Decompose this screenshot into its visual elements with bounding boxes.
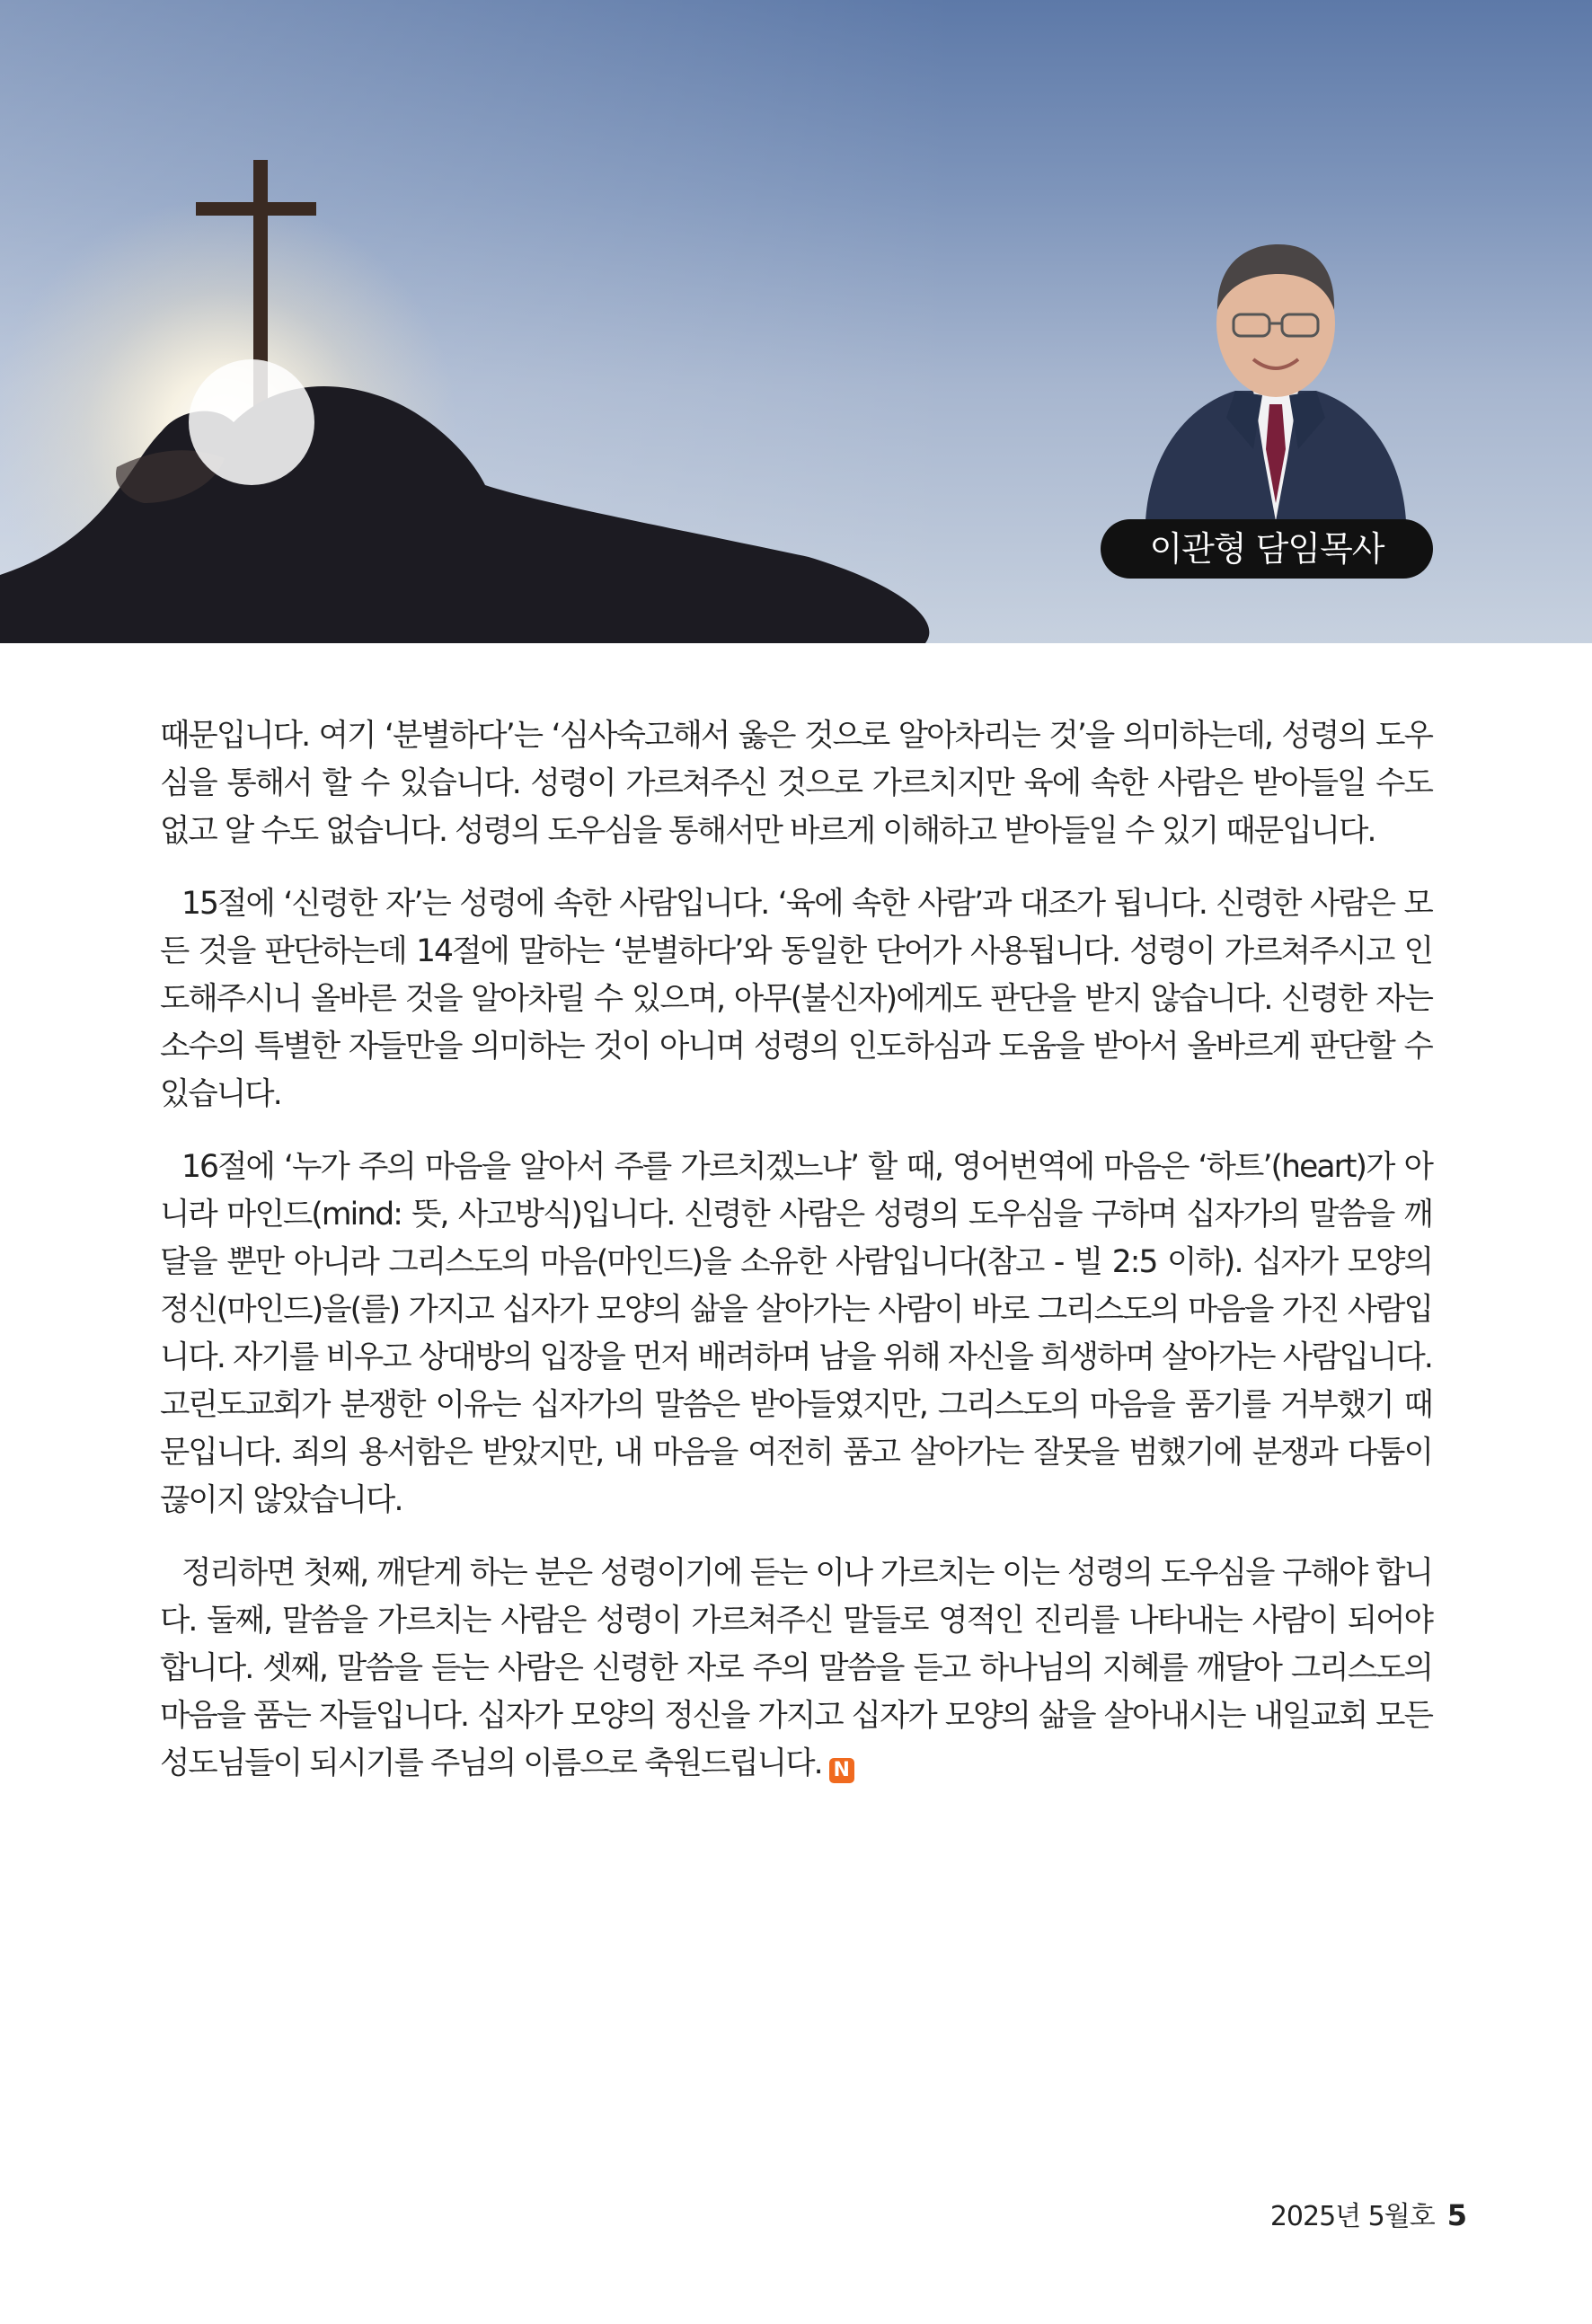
article-paragraph: 15절에 ‘신령한 자’는 성령에 속한 사람입니다. ‘육에 속한 사람’과 대조가 됩니다. 신령한 사람은 모든 것을 판단하는데 14절에 말하는 ‘분별하다’와 동일한 단어가 사용됩니다. 성령이 가르쳐주시고 인도해주시니 올바른 것을 알아차릴 수 있으며, 아무(불신자)에게도 판단을 받지 않습니다. 신령한 자는 소수의 특별한 자들만을 의미하는 것이 아니며 성령의 인도하심과 도움을 받아서 올바르게 판단할 수 있습니다. [160,886,1432,1112]
pastor-name-badge: 이관형 담임목사 [1101,519,1433,579]
pastor-portrait [1128,225,1424,521]
page-number: 5 [1446,2198,1466,2232]
page-footer [1270,2194,1466,2233]
article-paragraph [160,1550,1432,1788]
hero-banner [0,0,1592,643]
article-paragraph: 16절에 ‘누가 주의 마음을 알아서 주를 가르치겠느냐’ 할 때, 영어번역에 마음은 ‘하트’(heart)가 아니라 마인드(mind: 뜻, 사고방식)입니다. 신령한 사람은 성령의 도우심을 구하며 십자가의 말씀을 깨달을 뿐만 아니라 그리스도의 마음(마인드)을 소유한 사람입니다(참고 - 빌 2:5 이하). 십자가 모양의 정신(마인드)을(를) 가지고 십자가 모양의 삶을 살아가는 사람이 바로 그리스도의 마음을 가진 사람입니다. 자기를 비우고 상대방의 입장을 먼저 배려하며 남을 위해 자신을 희생하며 살아가는 사람입니다. 고린도교회가 분쟁한 이유는 십자가의 말씀은 받아들였지만, 그리스도의 마음을 품기를 거부했기 때문입니다. 죄의 용서함은 받았지만, 내 마음을 여전히 품고 살아가는 잘못을 범했기에 분쟁과 다툼이 끊이지 않았습니다. [160,1149,1432,1518]
article-body [160,712,1432,1813]
article-paragraph: 때문입니다. 여기 ‘분별하다’는 ‘심사숙고해서 옳은 것으로 알아차리는 것’을 의미하는데, 성령의 도우심을 통해서 할 수 있습니다. 성령이 가르쳐주신 것으로 가르치지만 육에 속한 사람은 받아들일 수도 없고 알 수도 없습니다. 성령의 도우심을 통해서만 바르게 이해하고 받아들일 수 있기 때문입니다. [160,718,1433,849]
article-paragraph-text: 정리하면 첫째, 깨닫게 하는 분은 성령이기에 듣는 이나 가르치는 이는 성령의 도우심을 구해야 합니다. 둘째, 말씀을 가르치는 사람은 성령이 가르쳐주신 말들로 영적인 진리를 나타내는 사람이 되어야 합니다. 셋째, 말씀을 듣는 사람은 신령한 자로 주의 말씀을 듣고 하나님의 지혜를 깨달아 그리스도의 마음을 품는 자들입니다. 십자가 모양의 정신을 가지고 십자가 모양의 삶을 살아내시는 내일교회 모든 성도님들이 되시기를 주님의 이름으로 축원드립니다. [160,1555,1432,1781]
issue-label: 2025년 5월호 [1269,2201,1435,2232]
end-mark-icon: N [829,1758,854,1783]
